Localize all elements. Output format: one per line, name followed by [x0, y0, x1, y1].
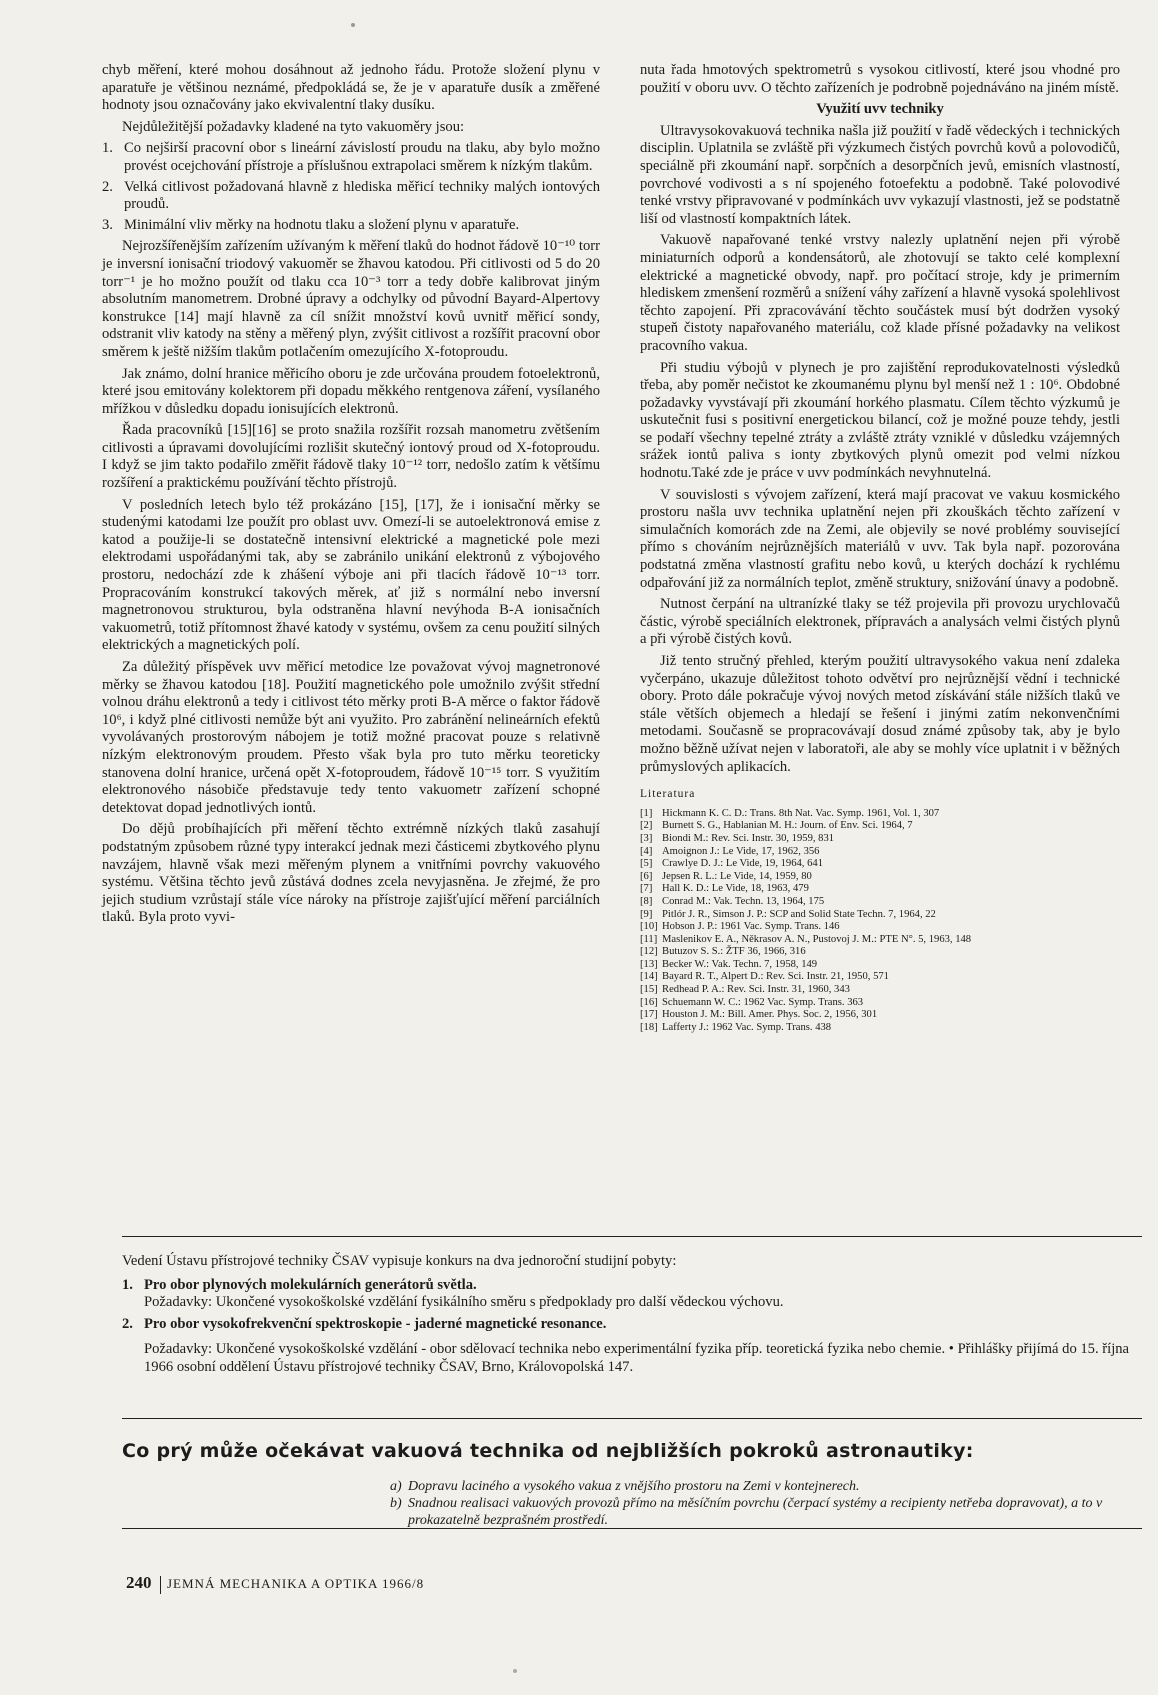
paragraph: Při studiu výbojů v plynech je pro zajištění reprodukovatelnosti výsledků třeba, aby poměr nečistot ke zkoumanému plynu byl menší než 1 : 10⁶. Obdobné požadavky vyvstávají při zkoumání horkého plasmatu. Cílem těchto výzkumů je uskutečnit fusi s positivní energetickou bilancí, což je možné pouze tehdy, jestli se podaří všechny tepelné ztráty a zvláště ztráty vzniklé v důsledku vzájemných srážek iontů paliva s ionty zbytkových plynů omezit pod velmi nízkou hodnotu.Také zde je práce v uvv podmínkách nevyhnutelná.: [640, 359, 1120, 482]
competition-notice: [122, 1253, 1142, 1376]
paragraph: Nutnost čerpání na ultranízké tlaky se též projevila při provozu urychlovačů částic, výrobě speciálních elektronek, přípravách a analysách velmi čistých plynů a při výrobě čistých kovů.: [640, 596, 1120, 648]
notice-item-requirements: Požadavky: Ukončené vysokoškolské vzdělání - obor sdělovací technika nebo experimentální fyzika příp. teoretická fyzika nebo chemie. • Přihlášky přijímá do 15. října 1966 osobní oddělení Ústavu přístrojové techniky ČSAV, Brno, Královopolská 147.: [144, 1341, 1130, 1375]
astronautics-note: [122, 1440, 1142, 1529]
list-item: [102, 217, 600, 235]
reference-item: [640, 833, 1120, 846]
journal-name: JEMNÁ MECHANIKA A OPTIKA 1966/8: [167, 1576, 425, 1591]
page-footer: [126, 1573, 424, 1594]
notice-item-requirements: Požadavky: Ukončené vysokoškolské vzdělání fysikálního směru s předpoklady pro další vědeckou výchovu.: [144, 1294, 784, 1310]
section-heading: Využití uvv techniky: [816, 101, 944, 118]
list-text: Minimální vliv měrky na hodnotu tlaku a složení plynu v aparatuře.: [124, 216, 520, 233]
list-number: 3.: [102, 216, 113, 233]
reference-text: Pitlór J. R., Simson J. P.: SCP and Solid State Techn. 7, 1964, 22: [662, 908, 936, 920]
reference-number: [4]: [640, 845, 653, 857]
reference-item: [640, 946, 1120, 959]
paragraph: Ultravysokovakuová technika našla již použití v řadě vědeckých i technických disciplin. Uplatnila se zvláště při výzkumech čistých povrchů kovů a polovodičů, speciálně při zkoumání např. sorpčních a desorpčních jevů, emisních vlastností, povrchové vodivosti a s ní spojeného fotoefektu a podobně. Také polovodivé tenké vrstvy připravované v podmínkách uvv vykazují vlastnosti, jež se podstatně liší od vlastností kompaktních látek.: [640, 122, 1120, 227]
paragraph: Za důležitý příspěvek uvv měřicí metodice lze považovat vývoj magnetronové měrky se žhavou katodou [18]. Použití magnetického pole umožnilo zvýšit střední volnou dráhu elektronů a tedy i citlivost této měrky proti B-A měrce o faktor řádově 10⁶, i když plné citlivosti nemůže být ani využito. Pro zabránění nelineárních efektů vyvolávaných prostorovým nábojem je totiž možné pracovat pouze s relativně nízkým elektronovým proudem. Přesto však byla pro tuto měrku teoreticky stanovena dolní hranice, určená opět X-fotoproudem, řádově 10⁻¹⁵ torr. S využitím elektronového násobiče představuje tedy tento vakuometr zařízení schopné detektovat dopad jednotlivých iontů.: [102, 659, 600, 816]
list-number: 1.: [102, 140, 113, 157]
reference-item: [640, 883, 1120, 896]
reference-item: [640, 820, 1120, 833]
reference-number: [16]: [640, 996, 658, 1008]
paragraph: Již tento stručný přehled, kterým použití ultravysokého vakua není zdaleka vyčerpáno, ukazuje důležitost tohoto odvětví pro nejrůznější vědní i technické obory. Proto dále pokračuje vývoj nových metod získávání stále nižších tlaků ve stále větších objemech a hledají se řešení i jinými zatím nekonvenčními metodami. Současně se propracovávají dosud známé způsoby tak, aby je bylo možno běžně užívat nejen v laboratoři, ale aby se mohly více uplatnit i v běžných průmyslových aplikacích.: [640, 653, 1120, 775]
reference-item: [640, 846, 1120, 859]
astronautics-list: [122, 1478, 1142, 1529]
reference-item: [640, 858, 1120, 871]
reference-text: Hall K. D.: Le Vide, 18, 1963, 479: [662, 883, 809, 895]
divider: [122, 1236, 1142, 1237]
paragraph: Jak známo, dolní hranice měřicího oboru je zde určována proudem fotoelektronů, které jsou emitovány kolektorem při dopadu měkkého rentgenova záření, vysílaného mřížkou v důsledku dopadu ionisujících elektronů.: [102, 365, 600, 417]
paragraph: Nejrozšířenějším zařízením užívaným k měření tlaků do hodnot řádově 10⁻¹⁰ torr je inversní ionisační triodový vakuoměr se žhavou katodou. Při citlivosti od 5 do 20 torr⁻¹ je ho možno použít od tlaku cca 10⁻³ torr a tedy dobře kalibrovat jiným absolutním manometrem. Drobné úpravy a odchylky od původní Bayard-Alpertovy konstrukce [14] mají hlavně za cíl snížit množství kovů uvnitř měřicí sondy, odstranit vliv katody na stěny a měřený plyn, zvýšit citlivost a rozšířit pracovní obor směrem k ještě nižším tlakům potlačením omezujícího X-fotoproudu.: [102, 238, 600, 360]
reference-item: [640, 909, 1120, 922]
reference-number: [18]: [640, 1021, 658, 1033]
reference-number: [1]: [640, 807, 653, 819]
notice-item-title: Pro obor vysokofrekvenční spektroskopie - jaderné magnetické resonance.: [144, 1315, 607, 1332]
paragraph: Do dějů probíhajících při měření těchto extrémně nízkých tlaků zasahují podstatným způsobem různé typy interakcí jednak mezi částicemi zbytkového plynu navzájem, hlavně však mezi měřeným plynem a vnitřními povrchy vakuového systému. Většina těchto jevů zůstává dodnes zcela nevyjasněna. Je zřejmé, že pro jejich studium vzrůstají stále více nároky na přístroje zajišťující měření parciálních tlaků. Byla proto vyvi-: [102, 821, 600, 926]
reference-item: [640, 934, 1120, 947]
reference-item: [640, 896, 1120, 909]
references-list: [640, 808, 1120, 1035]
astronautics-title: Co prý může očekávat vakuová technika od nejbližších pokroků astronautiky:: [122, 1440, 974, 1462]
reference-number: [14]: [640, 971, 658, 983]
reference-text: Jepsen R. L.: Le Vide, 14, 1959, 80: [662, 870, 812, 882]
list-text: Co nejširší pracovní obor s lineární závislostí proudu na tlaku, aby bylo možno provést ocejchování přístroje a příslušnou extrapolaci směrem k nízkým tlakům.: [124, 140, 600, 174]
reference-text: Crawlye D. J.: Le Vide, 19, 1964, 641: [662, 858, 823, 870]
divider: [122, 1528, 1142, 1529]
reference-text: Houston J. M.: Bill. Amer. Phys. Soc. 2, 1956, 301: [662, 1009, 878, 1021]
scan-mark: [513, 1669, 517, 1673]
reference-text: Amoignon J.: Le Vide, 17, 1962, 356: [662, 845, 820, 857]
list-item: [102, 140, 600, 175]
requirements-list: [102, 140, 600, 234]
list-item: [390, 1495, 1142, 1529]
notice-item-number: 2.: [122, 1315, 133, 1332]
notice-item-title: Pro obor plynových molekulárních generátorů světla.: [144, 1276, 477, 1293]
reference-number: [10]: [640, 921, 658, 933]
list-label: b): [390, 1496, 402, 1511]
reference-text: Butuzov S. S.: ŽTF 36, 1966, 316: [662, 946, 806, 958]
paragraph: V souvislosti s vývojem zařízení, která mají pracovat ve vakuu kosmického prostoru našla uvv technika uplatnění nejen při zkouškách těchto zařízení v simulačních komorách zde na Zemi, ale objevily se nové problémy související přímo s chováním nejrůznějších materiálů v uvv. Tak byla např. pozorována podstatná změna vlastností grafitu nebo kovů, u kterých dochází k rychlému odpařování již za normálních teplot, změně struktury, snižování únavy a podobně.: [640, 486, 1120, 591]
paragraph-requirements: Nejdůležitější požadavky kladené na tyto vakuoměry jsou:: [122, 118, 465, 135]
page-number: 240: [126, 1573, 152, 1592]
reference-number: [3]: [640, 832, 653, 844]
notice-item: [122, 1316, 1142, 1334]
list-text: Snadnou realisaci vakuových provozů přímo na měsíčním povrchu (čerpací systémy a recipienty netřeba dopravovat), a to v prokazatelně bezprašném prostředí.: [408, 1496, 1103, 1528]
reference-text: Hobson J. P.: 1961 Vac. Symp. Trans. 146: [662, 921, 840, 933]
reference-number: [8]: [640, 895, 653, 907]
reference-item: [640, 1022, 1120, 1035]
reference-text: Redhead P. A.: Rev. Sci. Instr. 31, 1960, 343: [662, 984, 850, 996]
scan-mark: [351, 23, 355, 27]
reference-text: Conrad M.: Vak. Techn. 13, 1964, 175: [662, 895, 825, 907]
reference-text: Lafferty J.: 1962 Vac. Symp. Trans. 438: [662, 1021, 832, 1033]
list-number: 2.: [102, 178, 113, 195]
reference-number: [9]: [640, 908, 653, 920]
reference-text: Biondi M.: Rev. Sci. Instr. 30, 1959, 831: [662, 832, 835, 844]
right-column: [640, 62, 1120, 1034]
paragraph-intro: chyb měření, které mohou dosáhnout až jednoho řádu. Protože složení plynu v aparatuře je většinou neznámé, předpokládá se, že je v aparatuře dusík a změřené hodnoty jsou označovány jako ekvivalentní tlaky dusíku.: [102, 62, 600, 114]
reference-number: [11]: [640, 933, 658, 945]
reference-item: [640, 959, 1120, 972]
reference-number: [17]: [640, 1009, 658, 1021]
divider: [122, 1418, 1142, 1419]
notice-item: [122, 1277, 1142, 1295]
reference-number: [2]: [640, 820, 653, 832]
reference-text: Burnett S. G., Hablanian M. H.: Journ. of Env. Sci. 1964, 7: [662, 820, 913, 832]
notice-item-number: 1.: [122, 1276, 133, 1293]
reference-item: [640, 1009, 1120, 1022]
reference-text: Becker W.: Vak. Techn. 7, 1958, 149: [662, 958, 818, 970]
reference-number: [12]: [640, 946, 658, 958]
reference-text: Maslenikov E. A., Někrasov A. N., Pustovoj J. M.: PTE N°. 5, 1963, 148: [662, 933, 972, 945]
list-item: [390, 1478, 1142, 1495]
reference-number: [7]: [640, 883, 653, 895]
reference-number: [5]: [640, 858, 653, 870]
list-label: a): [390, 1479, 402, 1494]
paragraph: Vakuově napařované tenké vrstvy nalezly uplatnění nejen při výrobě miniaturních odporů a kondensátorů, ale zhotovují se takto celé komplexní elektrické a magnetické obvody, např. pro počítací stroje, kdy je primerním hlediskem zmenšení rozměrů a snížení váhy zařízení a hlavně vysoká spolehlivost těchto zapojení. Při zpracovávání těchto součástek musí být dodržen vysoký stupeň čistoty napařovaného materiálu, což klade přísné požadavky na velikost pracovního vakua.: [640, 232, 1120, 354]
list-text: Velká citlivost požadovaná hlavně z hlediska měřicí techniky malých iontových proudů.: [124, 178, 600, 213]
reference-item: [640, 984, 1120, 997]
reference-number: [15]: [640, 984, 658, 996]
footer-separator: [160, 1576, 162, 1594]
reference-text: Schuemann W. C.: 1962 Vac. Symp. Trans. 363: [662, 996, 864, 1008]
reference-item: [640, 871, 1120, 884]
paragraph-continued: nuta řada hmotových spektrometrů s vysokou citlivostí, které jsou vhodné pro použití v oboru uvv. O těchto zařízeních je podrobně pojednáváno na jiném místě.: [640, 62, 1120, 96]
reference-item: [640, 921, 1120, 934]
list-text: Dopravu laciného a vysokého vakua z vnějšího prostoru na Zemi v kontejnerech.: [408, 1479, 860, 1494]
paragraph: Řada pracovníků [15][16] se proto snažila rozšířit rozsah manometru zvětšením citlivosti a úpravami dovolujícími rozlišit skutečný iontový proud od X-fotoproudu. I když se jim takto podařilo změřit řádově tlaky 10⁻¹² torr, nedošlo zatím k většímu rozšíření a praktickému používání těchto přístrojů.: [102, 422, 600, 492]
left-column: [102, 62, 600, 931]
reference-item: [640, 997, 1120, 1010]
reference-number: [13]: [640, 958, 658, 970]
notice-intro: Vedení Ústavu přístrojové techniky ČSAV vypisuje konkurs na dva jednoroční studijní pobyty:: [122, 1253, 677, 1269]
paragraph: V posledních letech bylo též prokázáno [15], [17], že i ionisační měrky se studenými katodami lze použít pro oblast uvv. Omezí-li se autoelektronová emise z katod a použije-li se dostatečně intensivní elektrické a magnetické pole mezi elektrodami uspořádanými tak, aby se zabránilo unikání elektronů z výbojového prostoru, nedochází zde k zhášení výboje ani při tlacích řádově 10⁻¹³ torr. Propracováním konstrukcí takových měrek, ať již s normální nebo inversní magnetronovou strukturou, byla odstraněna hlavní nevýhoda B-A ionisačních vakuometrů, totiž přítomnost žhavé katody v systému, ovšem za cenu použití silných elektrických a magnetických polí.: [102, 496, 600, 654]
reference-item: [640, 808, 1120, 821]
list-item: [102, 179, 600, 214]
references-title: Literatura: [640, 788, 696, 801]
reference-text: Bayard R. T., Alpert D.: Rev. Sci. Instr. 21, 1950, 571: [662, 971, 889, 983]
reference-text: Hickmann K. C. D.: Trans. 8th Nat. Vac. Symp. 1961, Vol. 1, 307: [662, 807, 940, 819]
reference-number: [6]: [640, 870, 653, 882]
reference-item: [640, 971, 1120, 984]
